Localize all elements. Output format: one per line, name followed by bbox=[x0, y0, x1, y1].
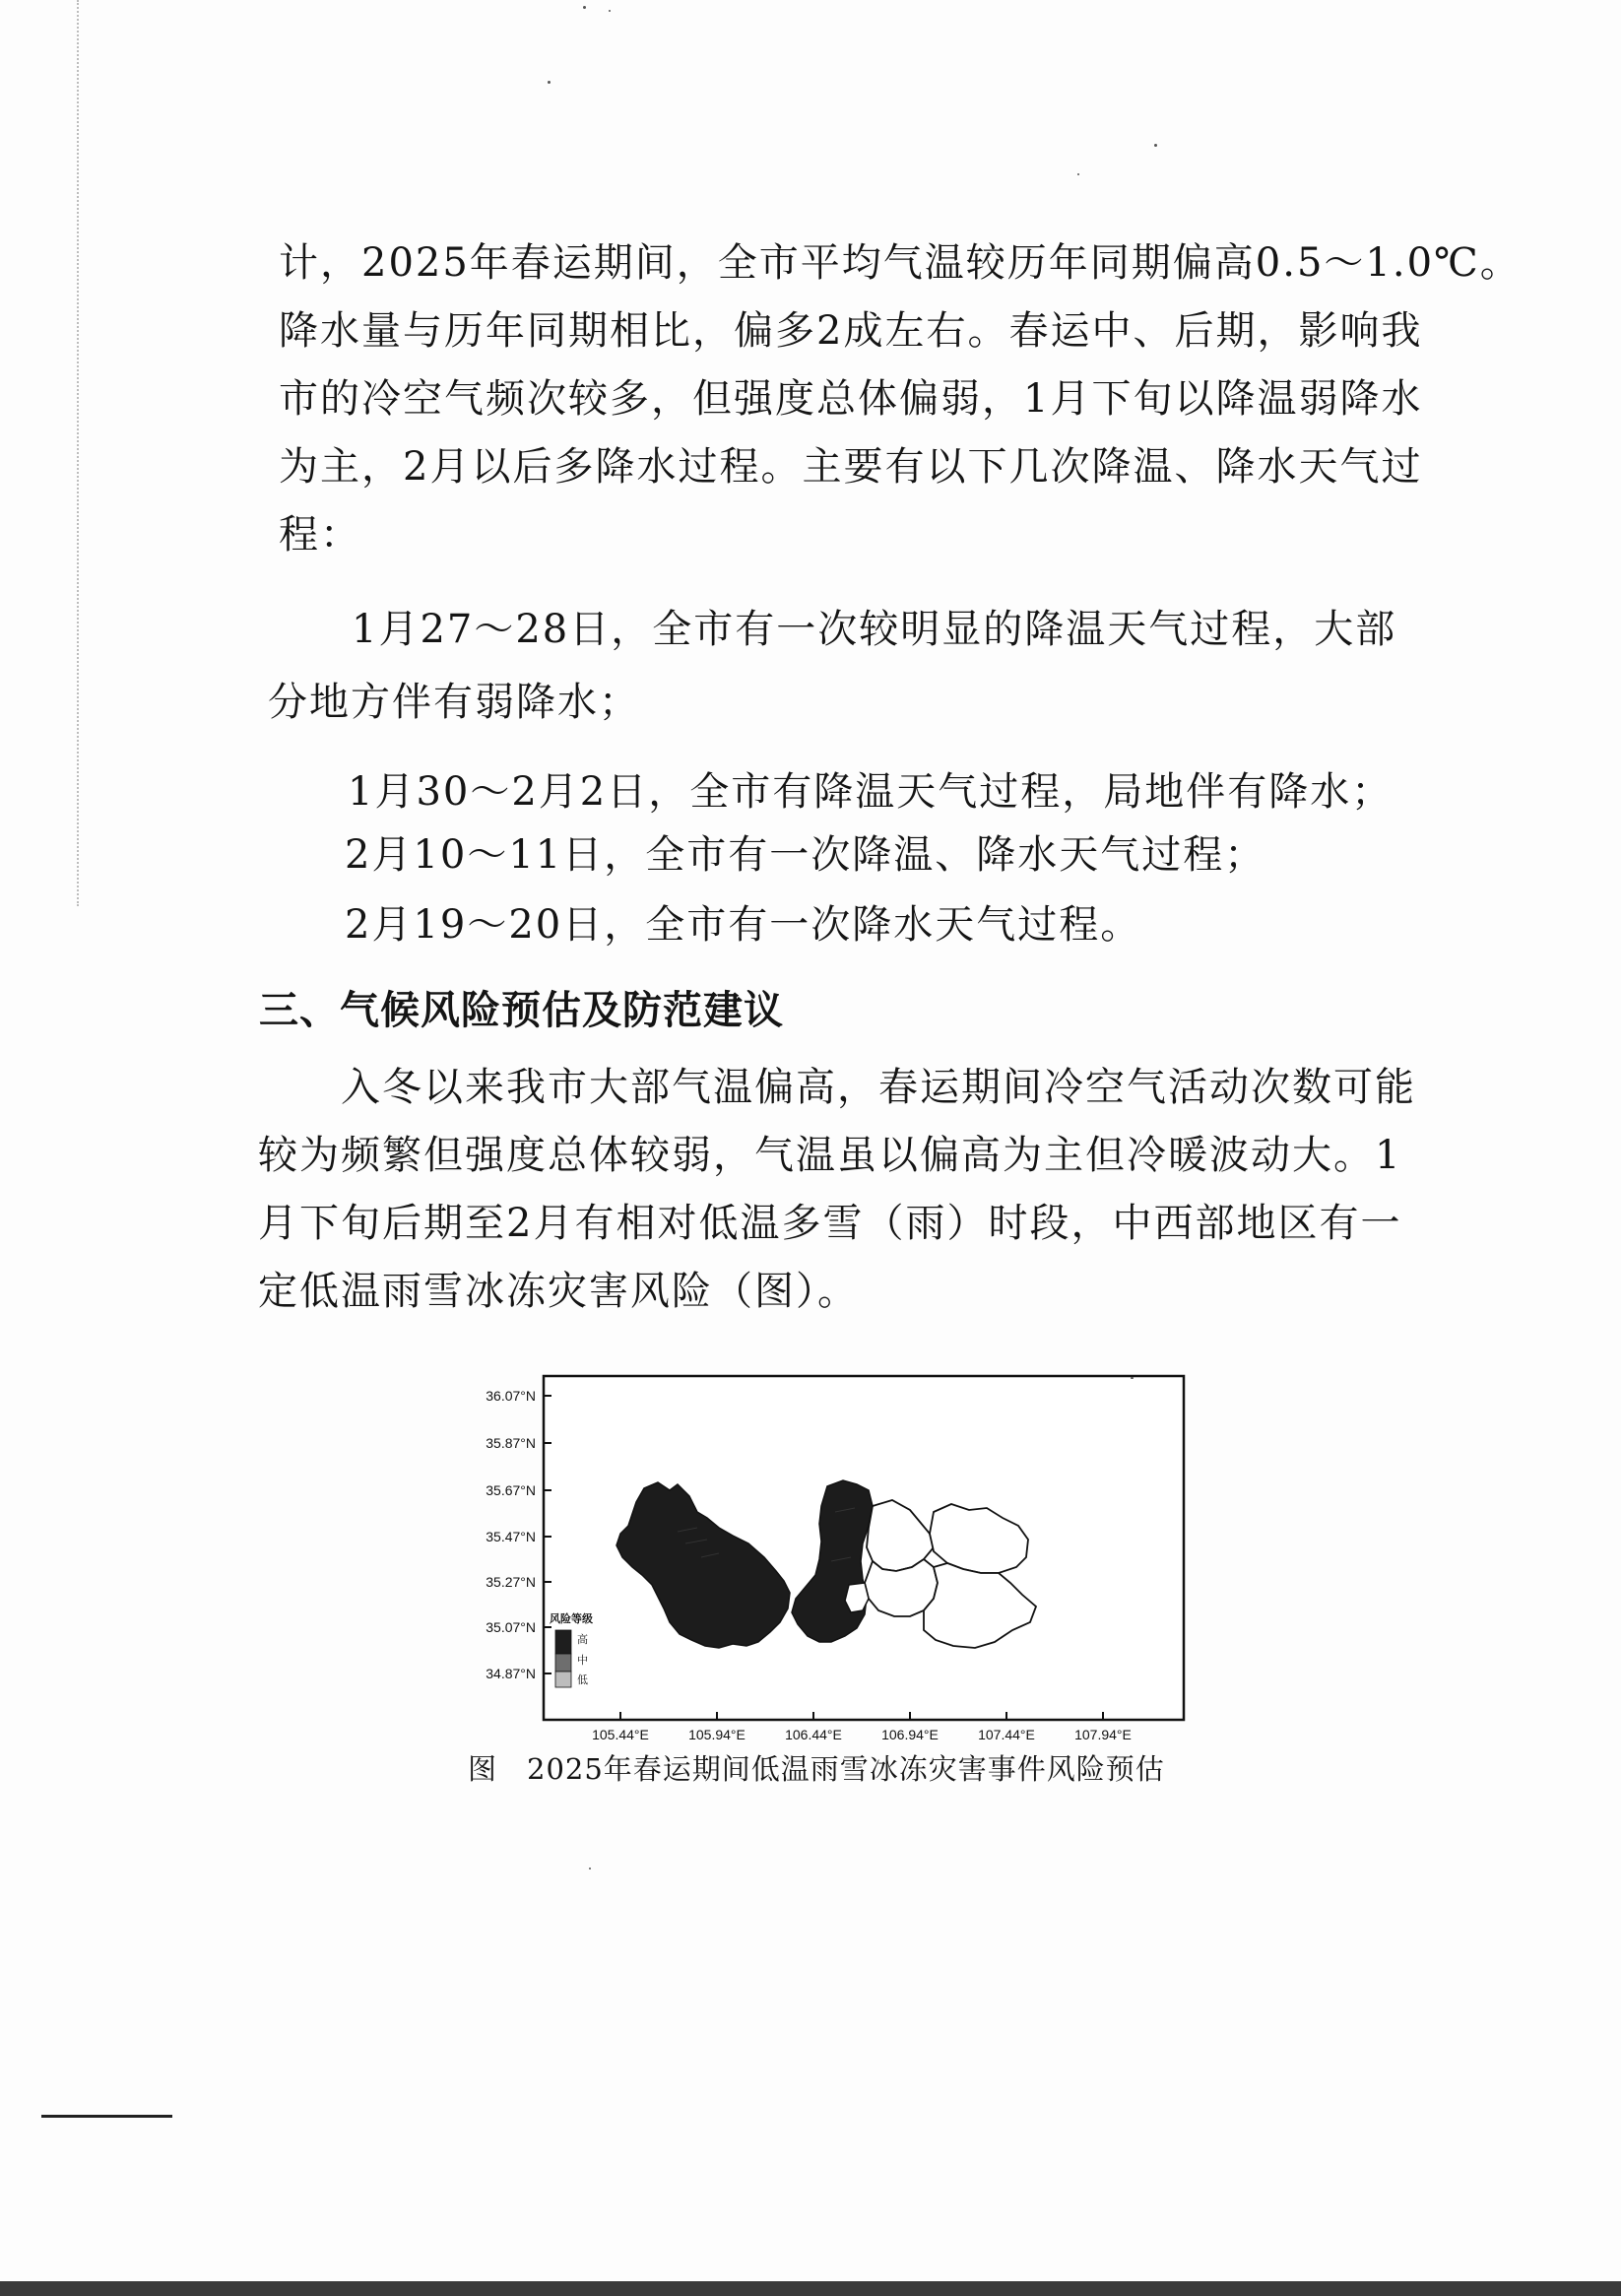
y-tick-label: 35.67°N bbox=[486, 1482, 536, 1498]
scan-speck bbox=[1131, 1377, 1134, 1379]
legend-label-low: 低 bbox=[577, 1673, 588, 1686]
risk-map-figure bbox=[461, 1364, 1200, 1768]
event-item-2: 1月30～2月2日，全市有降温天气过程，局地伴有降水； bbox=[348, 769, 1394, 815]
text-line: 市的冷空气频次较多，但强度总体偏弱，1月下旬以降温弱降水 bbox=[279, 376, 1423, 422]
legend-swatch-high bbox=[555, 1630, 571, 1654]
text-line: 计，2025年春运期间，全市平均气温较历年同期偏高0.5～1.0℃。 bbox=[279, 240, 1522, 286]
figure-caption: 图 2025年春运期间低温雨雪冰冻灾害事件风险预估 bbox=[468, 1752, 1165, 1786]
y-tick-label: 35.87°N bbox=[486, 1435, 536, 1451]
legend-label-high: 高 bbox=[577, 1633, 588, 1646]
text-line: 降水量与历年同期相比，偏多2成左右。春运中、后期，影响我 bbox=[279, 308, 1423, 354]
scan-speck bbox=[583, 6, 586, 9]
legend-label-medium: 中 bbox=[577, 1654, 588, 1667]
scan-speck bbox=[1077, 173, 1079, 175]
y-tick-label: 35.27°N bbox=[486, 1574, 536, 1590]
event-item-3: 2月10～11日，全市有一次降温、降水天气过程； bbox=[345, 832, 1266, 878]
y-tick-label: 35.07°N bbox=[486, 1619, 536, 1635]
text-line: 程： bbox=[279, 512, 361, 558]
risk-map bbox=[461, 1364, 1200, 1768]
y-tick-label: 35.47°N bbox=[486, 1529, 536, 1544]
footnote-rule bbox=[41, 2115, 172, 2118]
x-tick-label: 105.94°E bbox=[688, 1727, 746, 1742]
y-tick-label: 34.87°N bbox=[486, 1666, 536, 1681]
binding-margin-dots bbox=[77, 0, 83, 906]
section-heading: 三、气候风险预估及防范建议 bbox=[259, 988, 784, 1033]
event-item-1: 1月27～28日，全市有一次较明显的降温天气过程，大部 bbox=[352, 607, 1397, 652]
legend-title: 风险等级 bbox=[550, 1612, 593, 1625]
scan-speck bbox=[1154, 144, 1157, 147]
text-line: 定低温雨雪冰冻灾害风险（图）。 bbox=[258, 1269, 859, 1314]
y-tick-label: 36.07°N bbox=[486, 1388, 536, 1404]
scan-bottom-edge bbox=[0, 2281, 1621, 2296]
x-tick-label: 106.44°E bbox=[785, 1727, 842, 1742]
x-tick-label: 106.94°E bbox=[881, 1727, 939, 1742]
paragraph-climate-summary bbox=[279, 230, 1522, 569]
x-tick-label: 107.94°E bbox=[1074, 1727, 1132, 1742]
x-tick-label: 107.44°E bbox=[978, 1727, 1035, 1742]
legend-swatch-low bbox=[555, 1672, 571, 1687]
x-tick-label: 105.44°E bbox=[592, 1727, 649, 1742]
event-item-4: 2月19～20日，全市有一次降水天气过程。 bbox=[345, 902, 1142, 948]
scan-speck bbox=[609, 10, 611, 12]
text-line: 较为频繁但强度总体较弱，气温虽以偏高为主但冷暖波动大。1 bbox=[258, 1133, 1402, 1178]
paragraph-risk-assessment bbox=[258, 1054, 1416, 1326]
scan-speck bbox=[589, 1868, 591, 1870]
text-line: 月下旬后期至2月有相对低温多雪（雨）时段，中西部地区有一 bbox=[258, 1201, 1402, 1246]
text-line: 入冬以来我市大部气温偏高，春运期间冷空气活动次数可能 bbox=[341, 1065, 1416, 1110]
legend-swatch-medium bbox=[555, 1654, 571, 1672]
text-line: 为主，2月以后多降水过程。主要有以下几次降温、降水天气过 bbox=[279, 444, 1423, 490]
event-item-1-continued: 分地方伴有弱降水； bbox=[268, 680, 640, 725]
scan-speck bbox=[548, 81, 551, 84]
